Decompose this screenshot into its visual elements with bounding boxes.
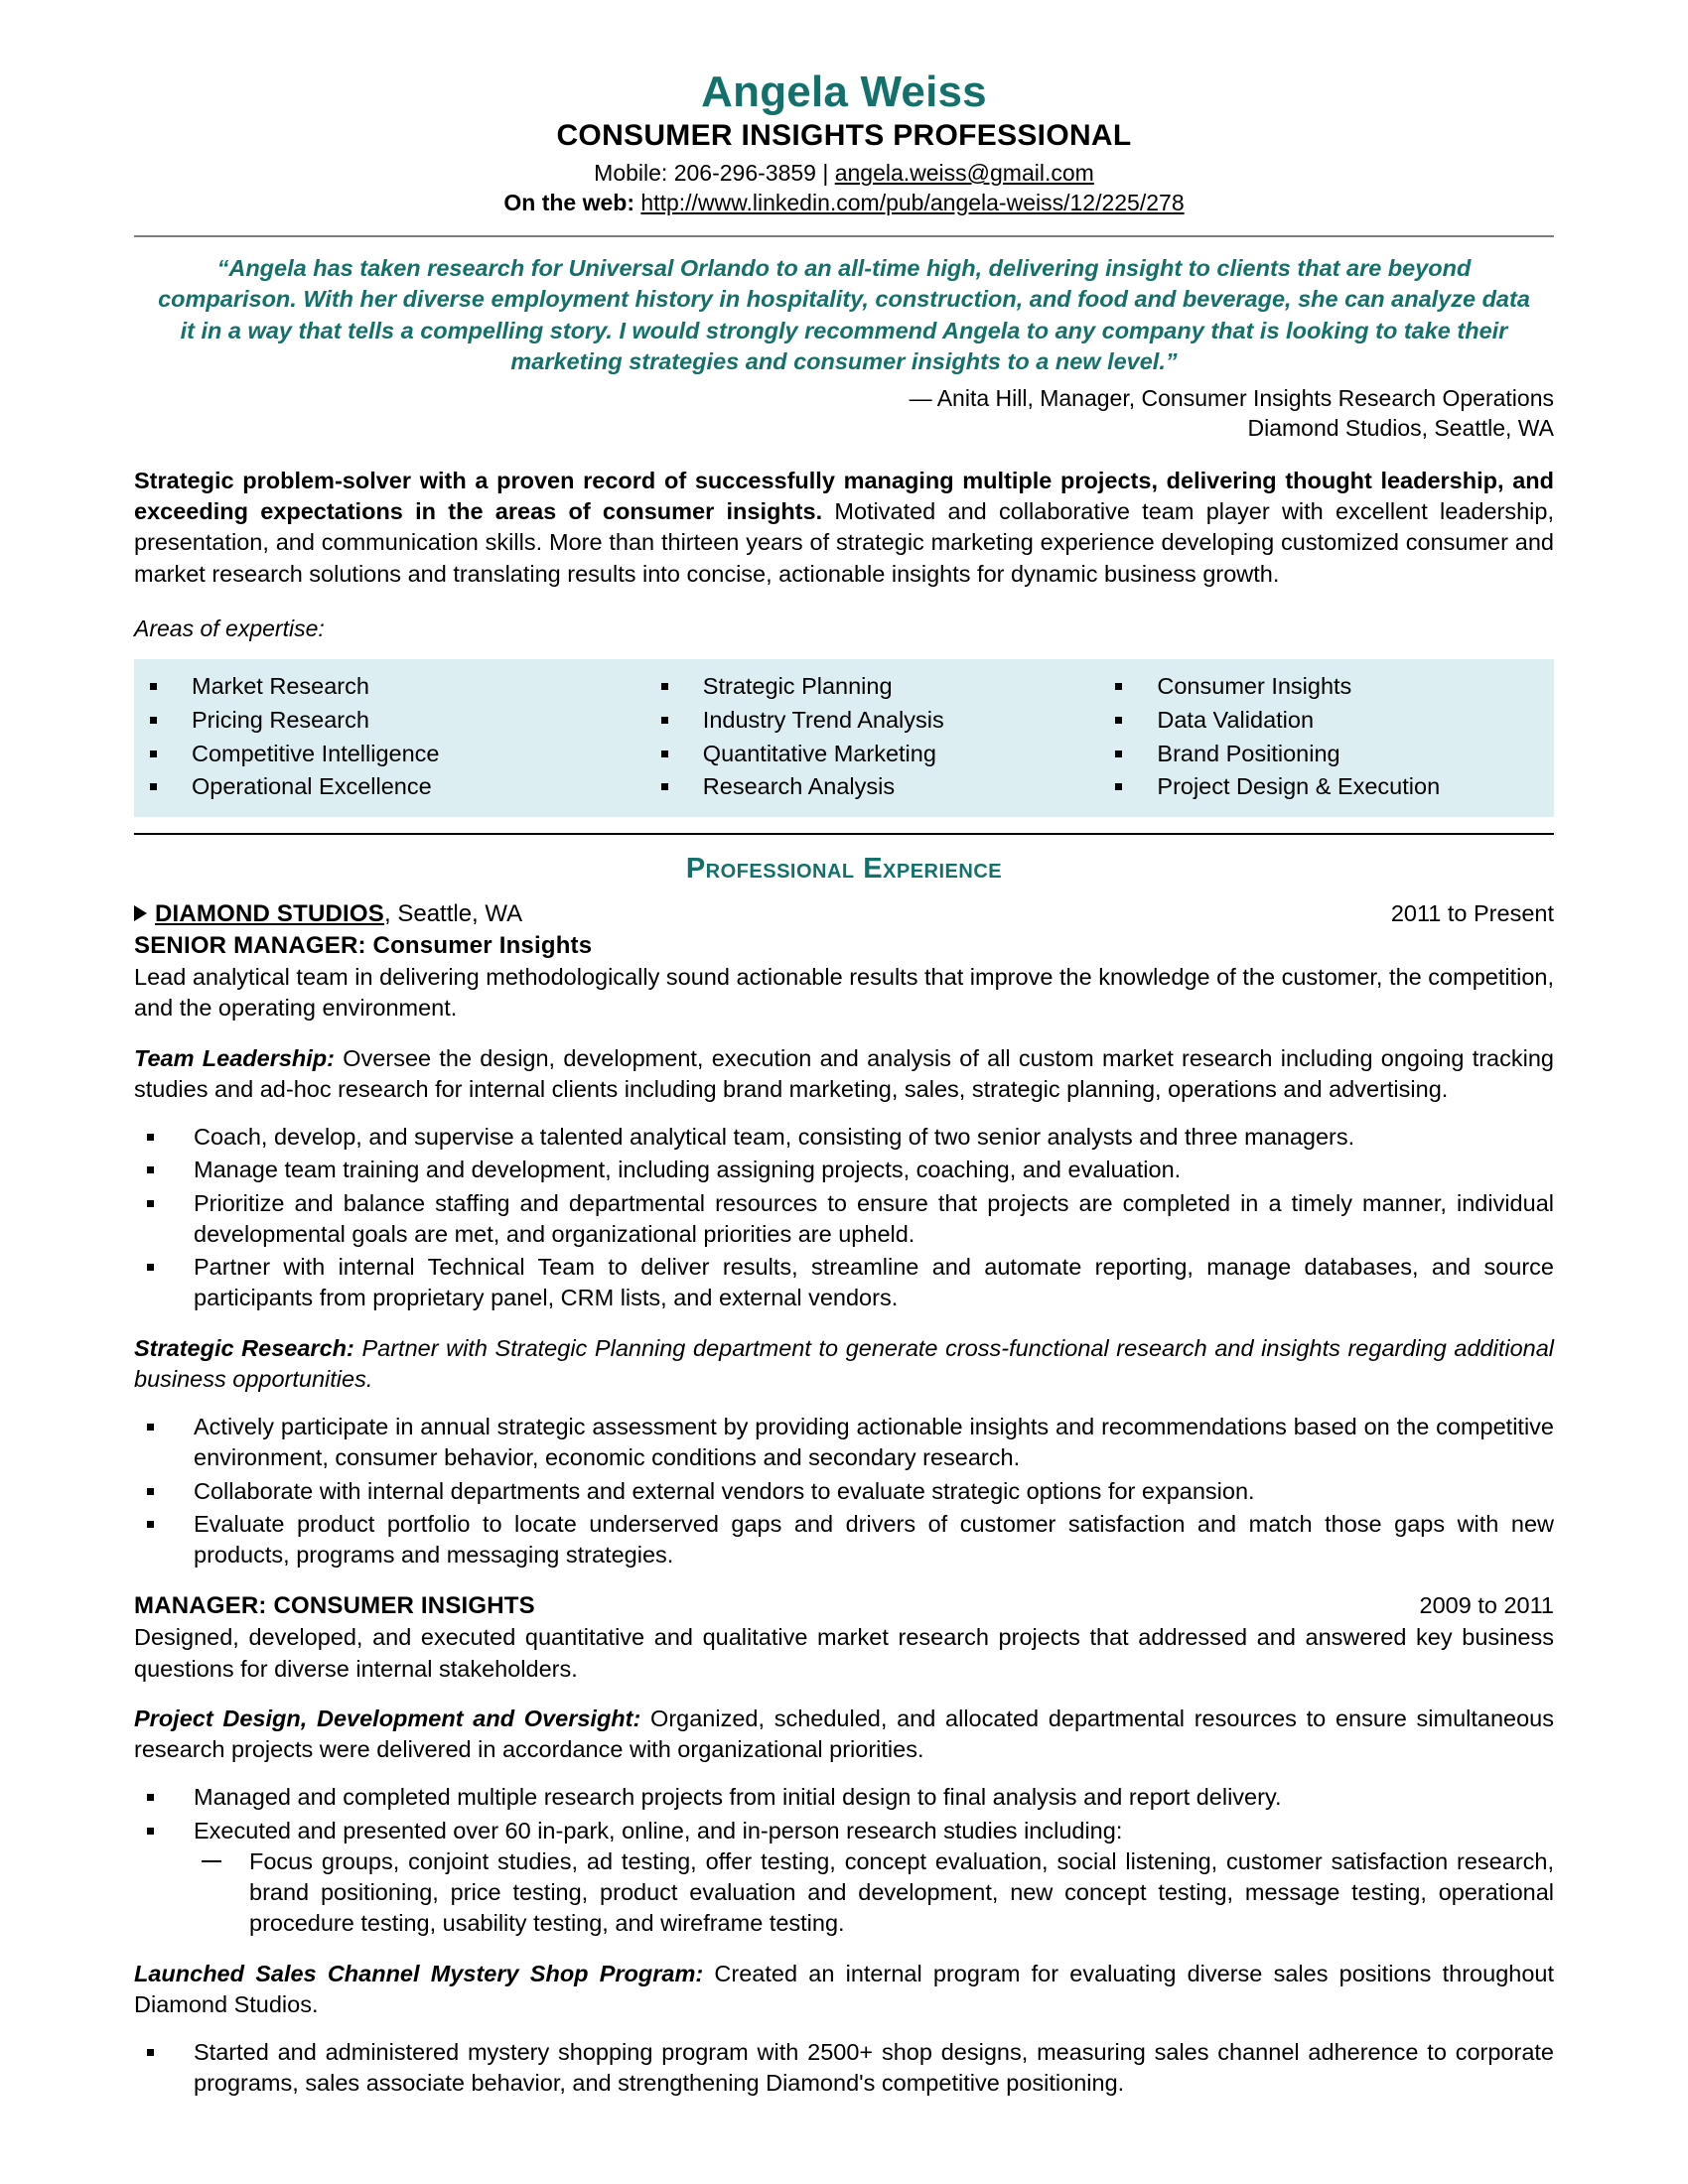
- job1-company-name: DIAMOND STUDIOS: [155, 900, 384, 928]
- areas-of-expertise-box: [134, 659, 1554, 817]
- contact-web-line: [134, 189, 1554, 217]
- bullet-square-icon: [150, 717, 157, 724]
- job1-block1-text: Oversee the design, development, execution and analysis of all custom market research including ongoing tracking studies and ad-hoc research for internal clients including brand marketing, sales, strategic planning, operations and advertising.: [134, 1044, 1554, 1102]
- section-title-professional-experience: Professional Experience: [685, 853, 1003, 886]
- job2-dates: 2009 to 2011: [1419, 1592, 1554, 1619]
- expertise-label: Consumer Insights: [1157, 672, 1352, 699]
- job2-intro: Designed, developed, and executed quantitative and qualitative market research projects that addressed and answered key business questions for diverse internal stakeholders.: [134, 1624, 1554, 1682]
- bullet-square-icon: [1115, 717, 1122, 724]
- candidate-name: Angela Weiss: [701, 68, 987, 116]
- job1-block2: [134, 1333, 1554, 1396]
- bullet-item: [134, 1782, 1554, 1813]
- expertise-item: [655, 670, 1100, 704]
- bullet-text: Executed and presented over 60 in-park, online, and in-person research studies including:: [194, 1817, 1123, 1843]
- job2-block1-text: Organized, scheduled, and allocated departmental resources to ensure simultaneous research projects were delivered in accordance with organizational priorities.: [134, 1705, 1554, 1763]
- bullet-square-icon: [150, 683, 157, 690]
- job2-block1: [134, 1704, 1554, 1766]
- bullet-text: Manage team training and development, including assigning projects, coaching, and evaluation.: [194, 1157, 1182, 1183]
- bullet-item: [134, 1155, 1554, 1185]
- expertise-item: [1109, 770, 1554, 804]
- expertise-item: [1109, 670, 1554, 704]
- section-divider: [134, 833, 1554, 835]
- job1-block1-lead: Team Leadership:: [134, 1044, 335, 1071]
- expertise-label: Pricing Research: [192, 706, 369, 733]
- job1-location: , Seattle, WA: [384, 900, 523, 928]
- sub-bullet-item: [194, 1846, 1554, 1940]
- bullet-square-icon: [661, 783, 668, 790]
- bullet-square-icon: [147, 1488, 154, 1495]
- job2-block2: [134, 1959, 1554, 2021]
- bullet-square-icon: [147, 1521, 154, 1528]
- testimonial-attribution-line1: — Anita Hill, Manager, Consumer Insights Research Operations: [909, 385, 1554, 412]
- expertise-label: Competitive Intelligence: [192, 740, 440, 766]
- bullet-item: [134, 1412, 1554, 1474]
- job1-dates: 2011 to Present: [1390, 900, 1554, 927]
- job-entry-diamond-studios: [134, 899, 1554, 1570]
- areas-of-expertise-label: Areas of expertise:: [134, 614, 325, 641]
- testimonial-block: [134, 253, 1554, 444]
- expertise-item: [144, 670, 645, 704]
- job1-block1-bullets: [134, 1122, 1554, 1314]
- bullet-square-icon: [147, 1264, 154, 1271]
- bullet-item: [134, 1816, 1554, 1940]
- email-link[interactable]: angela.weiss@gmail.com: [834, 160, 1094, 187]
- bullet-square-icon: [1115, 751, 1122, 757]
- job2-block2-text: Created an internal program for evaluating diverse sales positions throughout Diamond Studios.: [134, 1960, 1554, 2017]
- bullet-text: Evaluate product portfolio to locate underserved gaps and drivers of customer satisfaction and match those gaps with new products, programs and messaging strategies.: [194, 1510, 1554, 1569]
- bullet-item: [134, 1509, 1554, 1571]
- bullet-square-icon: [147, 1200, 154, 1207]
- bullet-item: [134, 1476, 1554, 1507]
- expertise-item: [144, 770, 645, 804]
- job2-block1-lead: Project Design, Development and Oversight:: [134, 1705, 641, 1731]
- expertise-column-2: [645, 670, 1100, 804]
- job1-block2-lead: Strategic Research:: [134, 1334, 354, 1361]
- candidate-subtitle: CONSUMER INSIGHTS PROFESSIONAL: [556, 119, 1132, 153]
- contact-mobile-line: [134, 159, 1554, 188]
- bullet-square-icon: [147, 1794, 154, 1801]
- expertise-label: Strategic Planning: [702, 672, 893, 699]
- bullet-square-icon: [150, 783, 157, 790]
- resume-header: [134, 69, 1554, 217]
- bullet-item: [134, 2037, 1554, 2100]
- expertise-label: Project Design & Execution: [1157, 773, 1441, 800]
- expertise-column-3: [1099, 670, 1554, 804]
- job1-block1: [134, 1043, 1554, 1106]
- bullet-item: [134, 1188, 1554, 1251]
- sub-bullet-text: Focus groups, conjoint studies, ad testing, offer testing, concept evaluation, social listening, customer satisfaction research, brand positioning, price testing, product evaluation and development, new concept testing, message testing, operational procedure testing, usability testing, and wireframe testing.: [249, 1847, 1554, 1937]
- expertise-label: Data Validation: [1157, 706, 1315, 733]
- job1-intro: Lead analytical team in delivering methodologically sound actionable results that improve the knowledge of the customer, the competition, and the operating environment.: [134, 964, 1554, 1022]
- summary-rest: Motivated and collaborative team player with excellent leadership, presentation, and communication skills. More than thirteen years of strategic marketing experience developing customized consumer and market research solutions and translating results into concise, actionable insights for dynamic business growth.: [134, 498, 1554, 587]
- job2-block2-bullets: [134, 2037, 1554, 2100]
- expertise-column-1: [134, 670, 645, 804]
- bullet-text: Started and administered mystery shopping program with 2500+ shop designs, measuring sales channel adherence to corporate programs, sales associate behavior, and strengthening Diamond's competitive positioning.: [194, 2039, 1554, 2097]
- bullet-text: Coach, develop, and supervise a talented analytical team, consisting of two senior analysts and three managers.: [194, 1124, 1355, 1151]
- job1-block2-bullets: [134, 1412, 1554, 1570]
- bullet-item: [134, 1252, 1554, 1314]
- expertise-item: [144, 704, 645, 738]
- bullet-square-icon: [661, 683, 668, 690]
- web-label: On the web:: [503, 189, 641, 215]
- job-entry-manager-consumer-insights: [134, 1592, 1554, 2099]
- testimonial-attribution-line2: Diamond Studios, Seattle, WA: [1247, 414, 1554, 441]
- bullet-text: Collaborate with internal departments and external vendors to evaluate strategic options for expansion.: [194, 1477, 1255, 1504]
- job2-title: MANAGER: CONSUMER INSIGHTS: [134, 1592, 535, 1620]
- job2-block2-lead: Launched Sales Channel Mystery Shop Program:: [134, 1960, 704, 1986]
- summary-bold-lead: Strategic problem-solver with a proven record of successfully managing multiple projects, delivering thought leadership, and exceeding expectations in the areas of consumer insights.: [134, 467, 1554, 525]
- expertise-item: [1109, 738, 1554, 771]
- bullet-square-icon: [147, 1424, 154, 1431]
- mobile-text: Mobile: 206-296-3859 |: [594, 160, 835, 187]
- expertise-label: Industry Trend Analysis: [702, 706, 944, 733]
- bullet-text: Managed and completed multiple research projects from initial design to final analysis and report delivery.: [194, 1784, 1282, 1811]
- bullet-text: Prioritize and balance staffing and departmental resources to ensure that projects are completed in a timely manner, individual developmental goals are met, and organizational priorities are upheld.: [194, 1189, 1554, 1247]
- bullet-square-icon: [147, 2049, 154, 2056]
- triangle-marker-icon: [134, 905, 147, 921]
- bullet-square-icon: [1115, 783, 1122, 790]
- expertise-item: [655, 738, 1100, 771]
- job1-header: [134, 899, 1554, 929]
- bullet-square-icon: [147, 1134, 154, 1141]
- bullet-square-icon: [661, 717, 668, 724]
- expertise-item: [144, 738, 645, 771]
- bullet-square-icon: [147, 1828, 154, 1835]
- bullet-item: [134, 1122, 1554, 1153]
- bullet-text: Actively participate in annual strategic assessment by providing actionable insights and recommendations based on the competitive environment, consumer behavior, economic conditions and secondary research.: [194, 1414, 1554, 1471]
- job1-block2-text: Partner with Strategic Planning department to generate cross-functional research and insights regarding additional business opportunities.: [134, 1334, 1555, 1392]
- expertise-label: Research Analysis: [702, 773, 896, 800]
- expertise-item: [655, 704, 1100, 738]
- job2-sub-bullets: [194, 1846, 1554, 1940]
- expertise-item: [655, 770, 1100, 804]
- bullet-square-icon: [1115, 683, 1122, 690]
- expertise-label: Brand Positioning: [1157, 740, 1340, 766]
- linkedin-link[interactable]: http://www.linkedin.com/pub/angela-weiss/12/225/278: [640, 189, 1185, 215]
- expertise-label: Market Research: [192, 672, 369, 699]
- dash-marker-icon: [202, 1860, 221, 1862]
- professional-summary: [134, 466, 1554, 590]
- expertise-label: Quantitative Marketing: [702, 740, 936, 766]
- testimonial-quote: “Angela has taken research for Universal Orlando to an all-time high, delivering insight to clients that are beyond comparison. With her diverse employment history in hospitality, construction, and food and beverage, she can analyze data it in a way that tells a compelling story. I would strongly recommend Angela to any company that is looking to take their marketing strategies and consumer insights to a new level.”: [158, 255, 1530, 374]
- job1-title: SENIOR MANAGER: Consumer Insights: [134, 932, 593, 960]
- job2-block1-bullets: [134, 1782, 1554, 1939]
- job1-company-block: [134, 899, 522, 929]
- expertise-item: [1109, 704, 1554, 738]
- expertise-label: Operational Excellence: [192, 773, 432, 800]
- bullet-text: Partner with internal Technical Team to deliver results, streamline and automate reporting, manage databases, and source participants from proprietary panel, CRM lists, and external vendors.: [194, 1254, 1554, 1311]
- header-divider: [134, 235, 1554, 237]
- bullet-square-icon: [150, 751, 157, 757]
- bullet-square-icon: [147, 1166, 154, 1173]
- job2-header: [134, 1592, 1554, 1620]
- bullet-square-icon: [661, 751, 668, 757]
